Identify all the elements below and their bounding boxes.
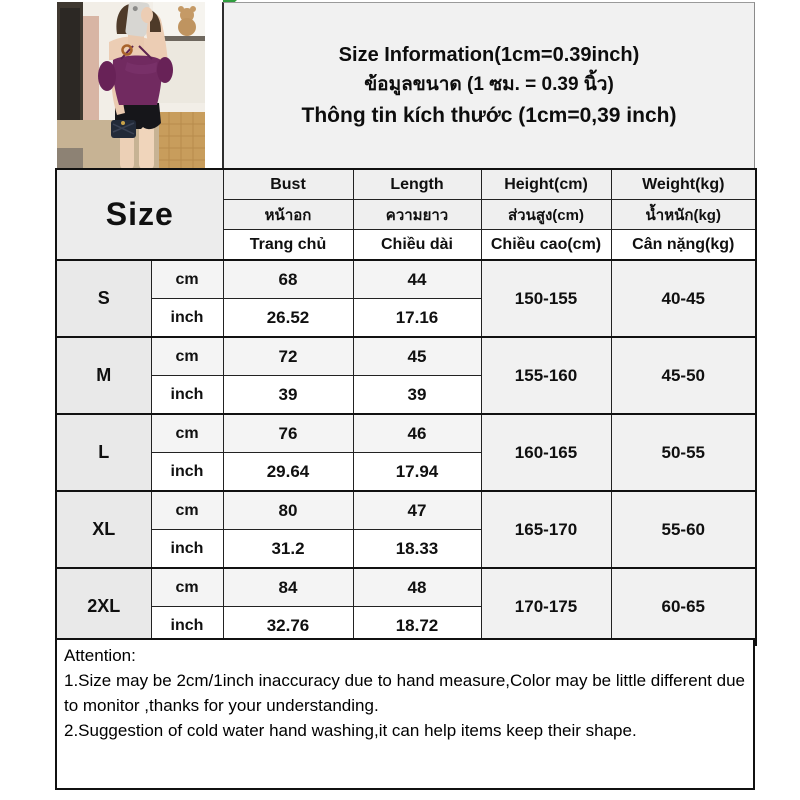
bust-inch-value: 32.76 xyxy=(223,607,353,646)
height-range-value: 155-160 xyxy=(481,337,611,414)
teddy-bear xyxy=(178,6,196,36)
product-photo-illustration xyxy=(57,2,205,170)
unit-inch-label: inch xyxy=(151,299,223,338)
unit-inch-label: inch xyxy=(151,530,223,569)
title-english: Size Information(1cm=0.39inch) xyxy=(338,44,640,66)
col-header-height-vi: Chiều cao(cm) xyxy=(481,230,611,261)
col-header-height-th: ส่วนสูง(cm) xyxy=(481,200,611,230)
bust-inch-value: 26.52 xyxy=(223,299,353,338)
height-range-value: 165-170 xyxy=(481,491,611,568)
unit-cm-label: cm xyxy=(151,337,223,376)
size-label: 2XL xyxy=(56,568,151,645)
length-inch-value: 18.72 xyxy=(353,607,481,646)
table-row xyxy=(56,260,756,299)
weight-range-value: 55-60 xyxy=(611,491,756,568)
weight-range-value: 50-55 xyxy=(611,414,756,491)
attention-note-1: 1.Size may be 2cm/1inch inaccuracy due to hand measure,Color may be little different due to monitor ,thanks for your understanding. xyxy=(64,671,745,715)
title-vietnamese: Thông tin kích thước (1cm=0,39 inch) xyxy=(301,104,677,127)
table-row xyxy=(56,414,756,453)
height-range-value: 150-155 xyxy=(481,260,611,337)
col-header-weight-vi: Cân nặng(kg) xyxy=(611,230,756,261)
col-header-bust-vi: Trang chủ xyxy=(223,230,353,261)
length-cm-value: 47 xyxy=(353,491,481,530)
length-cm-value: 48 xyxy=(353,568,481,607)
clutch-bag xyxy=(111,120,136,138)
weight-range-value: 40-45 xyxy=(611,260,756,337)
table-row xyxy=(56,337,756,376)
bust-inch-value: 31.2 xyxy=(223,530,353,569)
size-table xyxy=(55,168,757,646)
col-header-bust-en: Bust xyxy=(223,169,353,200)
weight-range-value: 60-65 xyxy=(611,568,756,645)
length-cm-value: 46 xyxy=(353,414,481,453)
size-label: M xyxy=(56,337,151,414)
curtain xyxy=(83,16,99,120)
unit-cm-label: cm xyxy=(151,568,223,607)
size-label: S xyxy=(56,260,151,337)
length-inch-value: 17.94 xyxy=(353,453,481,492)
col-header-weight-th: น้ำหนัก(kg) xyxy=(611,200,756,230)
attention-note-2: 2.Suggestion of cold water hand washing,it can help items keep their shape. xyxy=(64,721,637,740)
bust-cm-value: 80 xyxy=(223,491,353,530)
length-cm-value: 44 xyxy=(353,260,481,299)
col-header-length-en: Length xyxy=(353,169,481,200)
bust-cm-value: 68 xyxy=(223,260,353,299)
bust-inch-value: 29.64 xyxy=(223,453,353,492)
height-range-value: 160-165 xyxy=(481,414,611,491)
attention-heading: Attention: xyxy=(64,646,136,665)
title-thai: ข้อมูลขนาด (1 ซม. = 0.39 นิ้ว) xyxy=(364,74,614,95)
col-header-length-vi: Chiều dài xyxy=(353,230,481,261)
bust-cm-value: 72 xyxy=(223,337,353,376)
length-inch-value: 39 xyxy=(353,376,481,415)
col-header-height-en: Height(cm) xyxy=(481,169,611,200)
unit-inch-label: inch xyxy=(151,453,223,492)
unit-cm-label: cm xyxy=(151,491,223,530)
col-header-bust-th: หน้าอก xyxy=(223,200,353,230)
table-row xyxy=(56,568,756,607)
title-block xyxy=(222,2,755,168)
size-label: L xyxy=(56,414,151,491)
unit-cm-label: cm xyxy=(151,260,223,299)
size-corner-header: Size xyxy=(56,169,223,260)
attention-notes xyxy=(55,638,755,790)
bust-cm-value: 76 xyxy=(223,414,353,453)
length-cm-value: 45 xyxy=(353,337,481,376)
unit-inch-label: inch xyxy=(151,376,223,415)
unit-cm-label: cm xyxy=(151,414,223,453)
col-header-weight-en: Weight(kg) xyxy=(611,169,756,200)
unit-inch-label: inch xyxy=(151,607,223,646)
bust-inch-value: 39 xyxy=(223,376,353,415)
height-range-value: 170-175 xyxy=(481,568,611,645)
bust-cm-value: 84 xyxy=(223,568,353,607)
product-photo xyxy=(57,2,205,170)
table-row xyxy=(56,491,756,530)
size-label: XL xyxy=(56,491,151,568)
col-header-length-th: ความยาว xyxy=(353,200,481,230)
length-inch-value: 18.33 xyxy=(353,530,481,569)
weight-range-value: 45-50 xyxy=(611,337,756,414)
length-inch-value: 17.16 xyxy=(353,299,481,338)
